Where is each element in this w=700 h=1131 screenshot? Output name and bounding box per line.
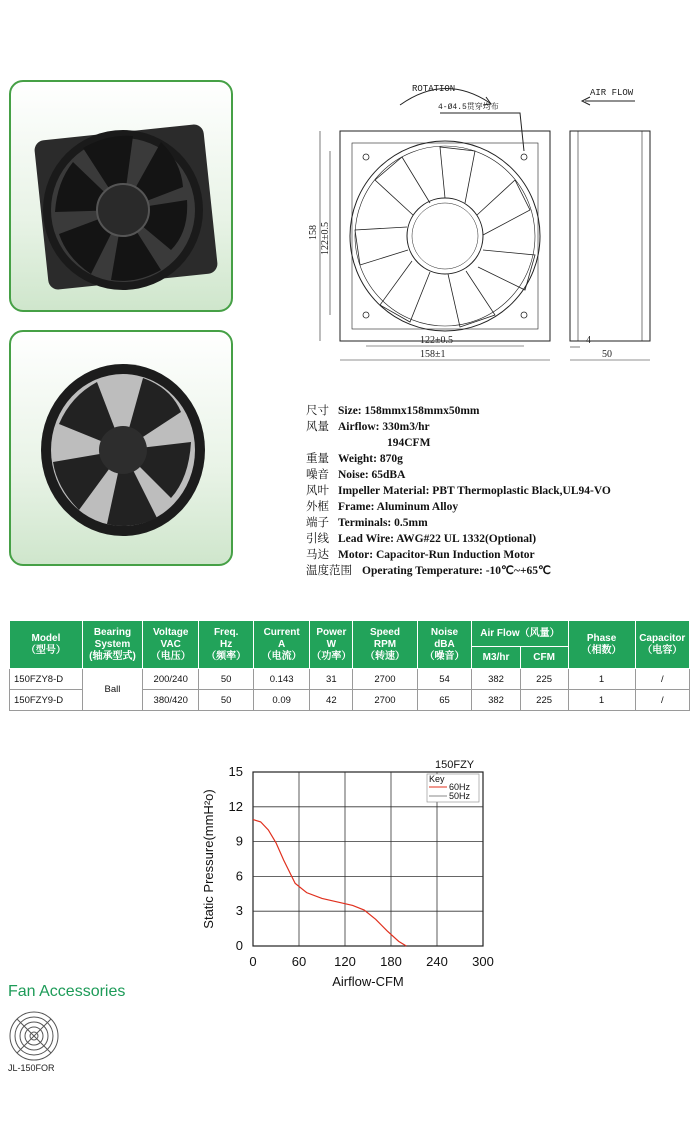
fan-photo-front [9,80,233,312]
cell-m3hr: 382 [472,669,520,690]
fan-guard-icon [8,1010,60,1062]
spec-airflow: 风量 Airflow: 330m3/hr [306,421,430,433]
cell-cfm: 225 [520,690,568,711]
header-freq: Freq. Hz （频率） [199,621,254,669]
header-m3hr: M3/hr [472,647,520,669]
header-bearing: Bearing System (轴承型式) [82,621,142,669]
rotation-label: ROTATION [412,84,456,94]
x-tick-label: 300 [472,954,494,969]
spec-airflow-cfm: 194CFM [387,437,431,449]
spec-lead-wire: 引线 Lead Wire: AWG#22 UL 1332(Optional) [306,533,537,545]
hole-note: 4-Ø4.5贯穿均布 [438,103,499,112]
cell-noise: 65 [417,690,472,711]
cell-cfm: 225 [520,669,568,690]
cell-phase: 1 [568,669,635,690]
cell-phase: 1 [568,690,635,711]
cell-m3hr: 382 [472,690,520,711]
spec-frame: 外框 Frame: Aluminum Alloy [306,501,459,513]
y-tick-label: 12 [228,798,243,814]
dim-width: 158±1 [420,349,446,360]
cell-model: 150FZY9-D [10,690,83,711]
header-cfm: CFM [520,647,568,669]
spec-table [9,620,690,711]
x-tick-label: 60 [291,954,307,969]
legend-title: Key [429,774,445,784]
cell-voltage: 200/240 [143,669,199,690]
table-row [10,669,690,690]
legend-entry: 50Hz [449,791,471,801]
spec-motor: 马达 Motor: Capacitor-Run Induction Motor [306,549,535,561]
cell-current: 0.143 [253,669,309,690]
spec-weight: 重量 Weight: 870g [306,453,403,465]
performance-chart [195,755,505,995]
series-line [253,820,406,946]
dimension-drawing [290,75,660,375]
header-phase: Phase （相数） [568,621,635,669]
y-axis-label: Static Pressure(mmH²o) [201,789,216,929]
dim-inner-horizontal: 122±0.5 [420,335,453,346]
cell-speed: 2700 [353,690,417,711]
spec-impeller: 风叶 Impeller Material: PBT Thermoplastic Black,UL94-VO [306,485,611,497]
x-tick-label: 0 [249,954,257,969]
chart-title: 150FZY [435,759,475,771]
cell-power: 31 [310,669,353,690]
accessory-label: JL-150FOR [8,1063,55,1073]
x-tick-label: 240 [426,954,448,969]
cell-power: 42 [310,690,353,711]
y-tick-label: 6 [235,868,243,884]
cell-speed: 2700 [353,669,417,690]
cell-model: 150FZY8-D [10,669,83,690]
header-power: Power W （功率） [310,621,353,669]
dim-flange: 4 [586,335,591,346]
header-airflow: Air Flow（风量） [472,621,568,647]
x-tick-label: 120 [334,954,356,969]
dim-depth: 50 [602,349,612,360]
x-axis-label: Airflow-CFM [332,974,404,989]
header-speed: Speed RPM （转速） [353,621,417,669]
header-voltage: Voltage VAC （电压） [143,621,199,669]
cell-noise: 54 [417,669,472,690]
cell-capacitor: / [635,669,689,690]
accessories-title: Fan Accessories [8,983,126,1000]
header-current: Current A （电流） [253,621,309,669]
cell-voltage: 380/420 [143,690,199,711]
dim-height: 158 [308,225,319,240]
y-tick-label: 15 [228,764,243,779]
cell-freq: 50 [199,690,254,711]
y-tick-label: 9 [235,833,243,849]
cell-capacitor: / [635,690,689,711]
header-capacitor: Capacitor （电容） [635,621,689,669]
spec-terminals: 端子 Terminals: 0.5mm [306,517,428,529]
spec-list [306,403,611,579]
header-model: Model （型号） [10,621,83,669]
cell-current: 0.09 [253,690,309,711]
header-noise: Noise dBA （噪音） [417,621,472,669]
y-tick-label: 0 [235,938,243,953]
fan-photo-back [9,330,233,566]
airflow-label: AIR FLOW [590,88,634,98]
cell-freq: 50 [199,669,254,690]
spec-size: 尺寸 Size: 158mmx158mmx50mm [306,405,480,417]
legend-entry: 60Hz [449,782,471,792]
spec-temperature: 温度范围 Operating Temperature: -10℃~+65℃ [306,565,551,577]
dim-inner-vertical: 122±0.5 [320,222,331,255]
cell-bearing: Ball [82,669,142,711]
x-tick-label: 180 [380,954,402,969]
y-tick-label: 3 [235,903,243,919]
spec-noise: 噪音 Noise: 65dBA [306,469,406,481]
